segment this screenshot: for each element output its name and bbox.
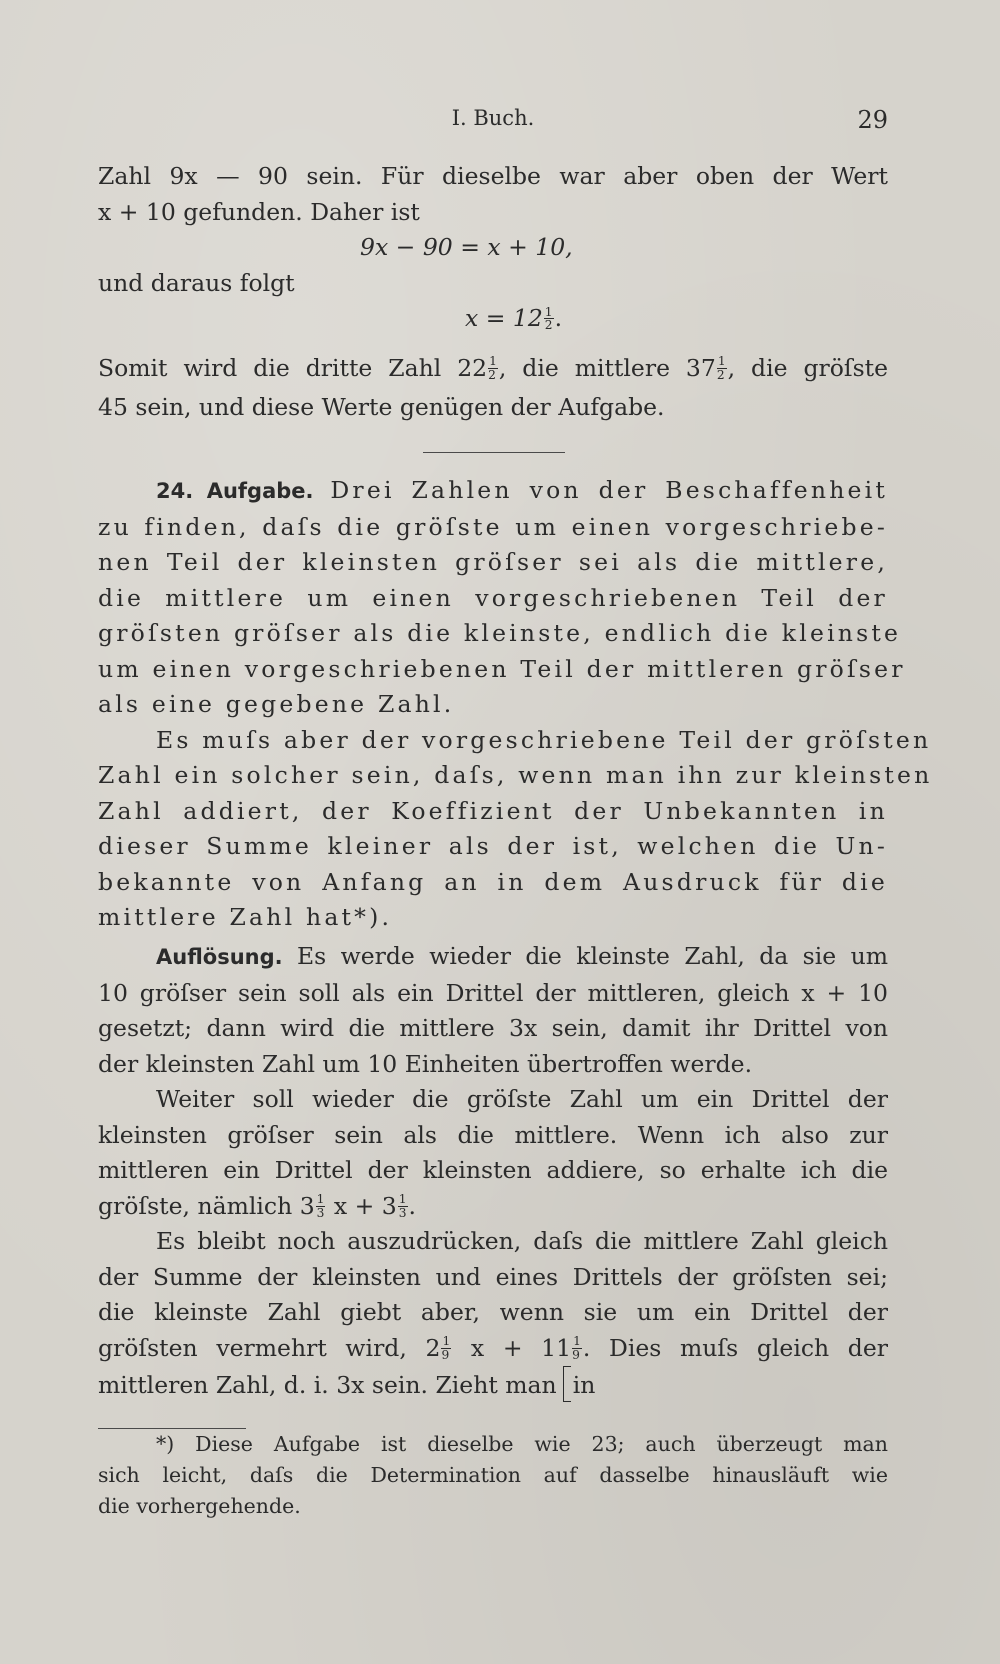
equation: x = 12 $\frac{1}{2}$ . [465,304,563,333]
text-line: gesetzt; dann wird die mittlere 3x sein, damit ihr Drittel von [98,1014,888,1042]
text-line: kleinsten gröſser sein als die mittlere. Wenn ich also zur [98,1120,888,1149]
text-line: Es muſs aber der vorgeschriebene Teil der gröſsten [156,725,932,754]
text-line: Zahl 9x — 90 sein. Für dieselbe war aber oben der Wert [98,162,888,190]
footnote [98,1429,888,1522]
top-passage [98,159,888,426]
text-line: gröſsten gröſser als die kleinste, endlich die kleinste [98,619,902,647]
text-line: Es bleibt noch auszudrücken, daſs die mittlere Zahl gleich [156,1227,888,1255]
page-header [98,106,888,140]
problem-24 [98,473,933,936]
text-line: die kleinste Zahl giebt aber, wenn sie um ein Drittel der [98,1298,888,1326]
text-line: die mittlere um einen vorgeschriebenen Teil der [98,583,888,612]
text-line: Zahl ein solcher sein, daſs, wenn man ihn zur kleinsten [98,761,933,789]
solution [98,939,888,1404]
text-line: x + 10 gefunden. Daher ist [98,197,420,226]
section-divider [423,452,565,453]
text-line: Weiter soll wieder die gröſste Zahl um ein Drittel der [156,1085,888,1113]
page-number: 29 [857,106,888,134]
text-line: Zahl addiert, der Koeffizient der Unbekannten in [98,796,888,825]
text-line: der kleinsten Zahl um 10 Einheiten übertroffen werde. [98,1049,753,1078]
text-line: mittlere Zahl hat*). [98,903,393,931]
footnote-line: sich leicht, daſs die Determination auf dasselbe hinausläuft wie [98,1463,888,1487]
problem-number: 24. Aufgabe. [156,479,314,503]
text-line: 45 sein, und diese Werte genügen der Aufgabe. [98,393,665,421]
text-line: gröſste, nämlich 3 $\frac{1}{3}$ x + 3 $\frac{1}{3}$ . [98,1191,417,1220]
text-line: 24. Aufgabe. Drei Zahlen von der Beschaffenheit [156,476,889,504]
footnote-line: *) Diese Aufgabe ist dieselbe wie 23; auch überzeugt man [156,1432,888,1456]
text-line: mittleren Zahl, d. i. 3x sein. Zieht man in [98,1366,888,1404]
bracket-mark [563,1366,571,1402]
equation: 9x − 90 = x + 10, [360,233,573,261]
solution-heading: Auflösung. [156,945,283,969]
text-line: nen Teil der kleinsten gröſser sei als die mittlere, [98,548,888,576]
text-line: 10 gröſser sein soll als ein Drittel der mittleren, gleich x + 10 [98,978,888,1007]
text-line: um einen vorgeschriebenen Teil der mittleren gröſser [98,654,906,683]
text-line: mittleren ein Drittel der kleinsten addiere, so erhalte ich die [98,1156,888,1184]
text-line: zu finden, daſs die gröſste um einen vorgeschriebe- [98,512,888,541]
footnote-line: die vorhergehende. [98,1494,301,1518]
text-line: und daraus folgt [98,268,295,297]
text-line: gröſsten vermehrt wird, 2 $\frac{1}{9}$ x + 11 $\frac{1}{9}$ . Dies muſs gleich der [98,1333,888,1362]
text-line: der Summe der kleinsten und eines Drittels der gröſsten sei; [98,1262,888,1291]
text-line: bekannte von Anfang an in dem Ausdruck für die [98,867,888,896]
text-line: dieser Summe kleiner als der ist, welchen die Un- [98,832,888,860]
text-line: Auflösung. Es werde wieder die kleinste Zahl, da sie um [156,942,888,970]
text-line: Somit wird die dritte Zahl 22 $\frac{1}{2}$ , die mittlere 37 $\frac{1}{2}$ , die gröſste [98,353,888,382]
running-head: I. Buch. [451,106,535,130]
text-line: als eine gegebene Zahl. [98,690,455,718]
